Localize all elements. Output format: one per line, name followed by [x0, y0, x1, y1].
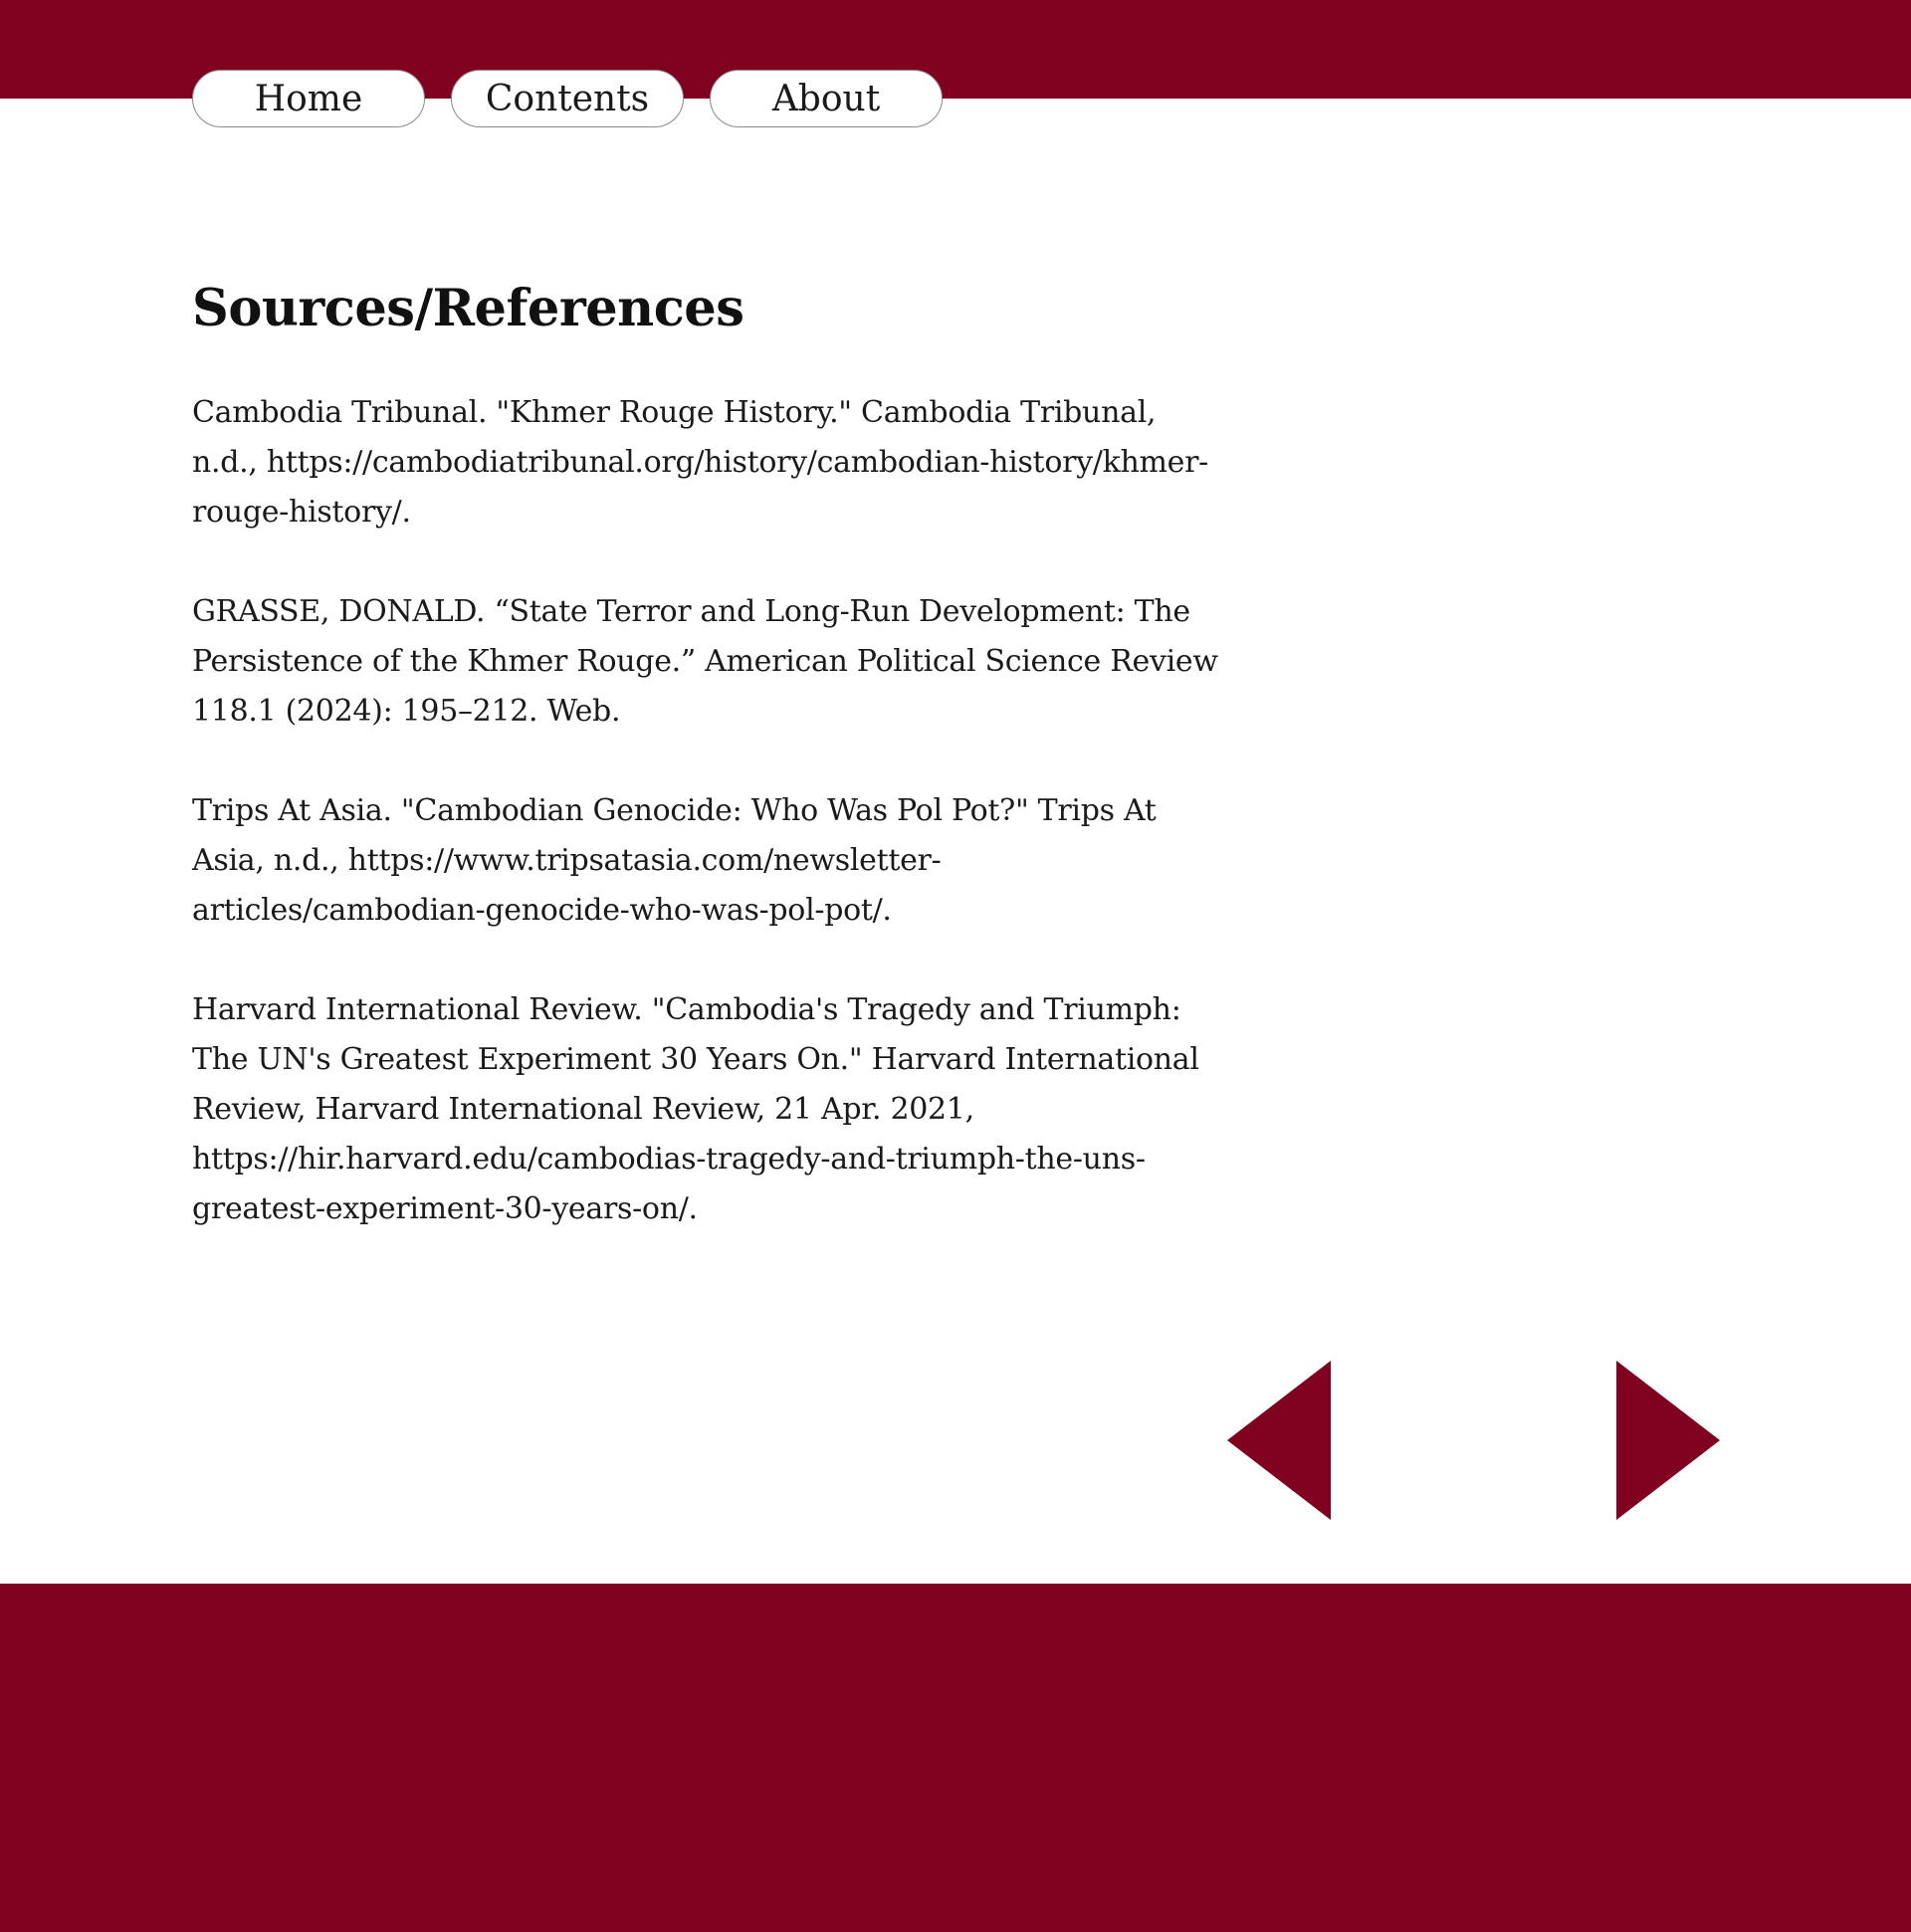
previous-page-icon[interactable]	[1227, 1361, 1331, 1520]
nav-about-button[interactable]: About	[710, 70, 943, 127]
nav-contents-button[interactable]: Contents	[451, 70, 684, 127]
reference-item: GRASSE, DONALD. “State Terror and Long-Run Development: The Persistence of the Khmer Rouge.” American Political Science Review 118.1 (2024): 195–212. Web.	[192, 594, 1218, 729]
footer-band	[0, 1584, 1911, 1932]
nav-home-button[interactable]: Home	[192, 70, 425, 127]
main-content	[192, 269, 1227, 1284]
page-title: Sources/References	[192, 279, 744, 338]
next-page-icon[interactable]	[1616, 1361, 1720, 1520]
reference-item: Trips At Asia. "Cambodian Genocide: Who Was Pol Pot?" Trips At Asia, n.d., https://www.tripsatasia.com/newsletter-articles/cambodian-genocide-who-was-pol-pot/.	[192, 793, 1157, 928]
reference-item: Cambodia Tribunal. "Khmer Rouge History." Cambodia Tribunal, n.d., https://cambodiatribunal.org/history/cambodian-history/khmer-rouge-history/.	[192, 395, 1208, 530]
reference-item: Harvard International Review. "Cambodia's Tragedy and Triumph: The UN's Greatest Experiment 30 Years On." Harvard International Review, Harvard International Review, 21 Apr. 2021, https://hir.harvard.edu/cambodias-tragedy-and-triumph-the-uns-greatest-experiment-30-years-on/.	[192, 992, 1199, 1226]
reference-list	[192, 388, 1227, 1234]
top-nav	[192, 70, 943, 127]
